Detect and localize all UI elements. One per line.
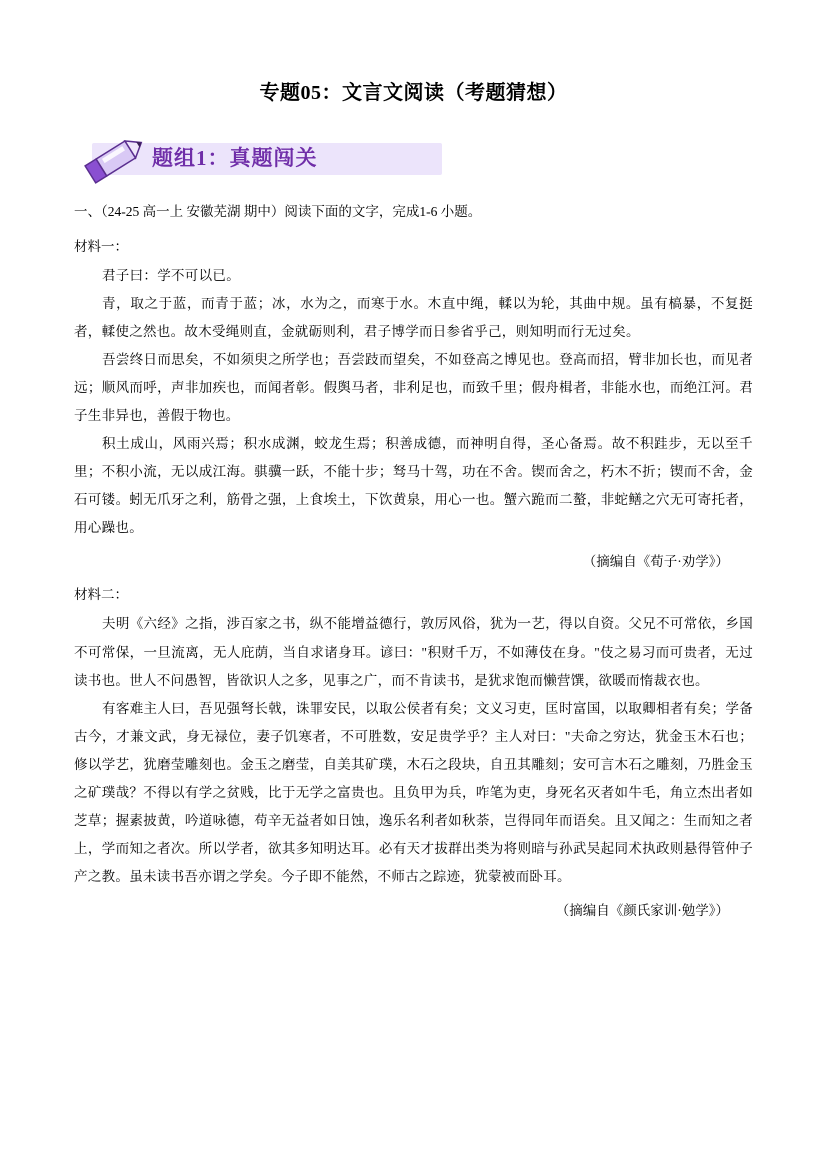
material-2-source: （摘编自《颜氏家训·勉学》） xyxy=(555,903,729,919)
section-banner xyxy=(74,131,753,185)
material-1-paragraph-4: 积土成山，风雨兴焉；积水成渊，蛟龙生焉；积善成德，而神明自得，圣心备焉。故不积跬步，无以至千里；不积小流，无以成江海。骐骥一跃，不能十步；驽马十驾，功在不舍。锲而舍之，朽木不折；锲而不舍，金石可镂。蚓无爪牙之利，筋骨之强，上食埃土，下饮黄泉，用心一也。蟹六跪而二螯，非蛇鳝之穴无可寄托者，用心躁也。 xyxy=(74,436,753,536)
material-2-paragraph-2: 有客难主人曰，吾见强弩长戟，诛罪安民，以取公侯者有矣；文义习吏，匡时富国，以取卿相者有矣；学备古今，才兼文武，身无禄位，妻子饥寒者，不可胜数，安足贵学乎？主人对曰："夫命之穷达，犹金玉木石也；修以学艺，犹磨莹雕刻也。金玉之磨莹，自美其矿璞，木石之段块，自丑其雕刻；安可言木石之雕刻，乃胜金玉之矿璞哉？不得以有学之贫贱，比于无学之富贵也。且负甲为兵，咋笔为吏，身死名灭者如牛毛，角立杰出者如芝草；握素披黄，吟道咏德，苟辛无益者如日蚀，逸乐名利者如秋荼，岂得同年而语矣。且又闻之：生而知之者上，学而知之者次。所以学者，欲其多知明达耳。必有天才拔群出类为将则暗与孙武吴起同术执政则悬得管仲子产之教。虽未读书吾亦谓之学矣。今子即不能然，不师古之踪迹，犹蒙被而卧耳。 xyxy=(74,700,753,885)
material-1-paragraph-2: 青，取之于蓝，而青于蓝；冰，水为之，而寒于水。木直中绳，輮以为轮，其曲中规。虽有槁暴，不复挺者，輮使之然也。故木受绳则直，金就砺则利，君子博学而日参省乎己，则知明而行无过矣。 xyxy=(74,295,753,339)
material-1-paragraph-3: 吾尝终日而思矣，不如须臾之所学也；吾尝跂而望矣，不如登高之博见也。登高而招，臂非加长也，而见者远；顺风而呼，声非加疾也，而闻者彰。假舆马者，非利足也，而致千里；假舟楫者，非能水也，而绝江河。君子生非异也，善假于物也。 xyxy=(74,351,753,424)
pencil-icon xyxy=(82,133,148,185)
page-title: 专题05：文言文阅读（考题猜想） xyxy=(259,82,568,104)
question-intro: 一、（24-25 高一上 安徽芜湖 期中）阅读下面的文字，完成1-6 小题。 xyxy=(74,204,482,219)
material-1-source: （摘编自《荀子·劝学》） xyxy=(582,554,729,570)
material-1-label: 材料一： xyxy=(74,238,128,254)
material-2-paragraph-1: 夫明《六经》之指，涉百家之书，纵不能增益德行，敦厉风俗，犹为一艺，得以自资。父兄不可常依，乡国不可常保，一旦流离，无人庇荫，当自求诸身耳。谚曰："积财千万，不如薄伎在身。"伎之易习而可贵者，无过读书也。世人不问愚智，皆欲识人之多，见事之广，而不肯读书，是犹求饱而懒营馔，欲暖而惰裁衣也。 xyxy=(74,616,753,688)
material-2-label: 材料二： xyxy=(74,587,128,603)
material-1-paragraph-1: 君子曰：学不可以已。 xyxy=(102,267,240,283)
banner-label: 题组1：真题闯关 xyxy=(152,146,318,170)
